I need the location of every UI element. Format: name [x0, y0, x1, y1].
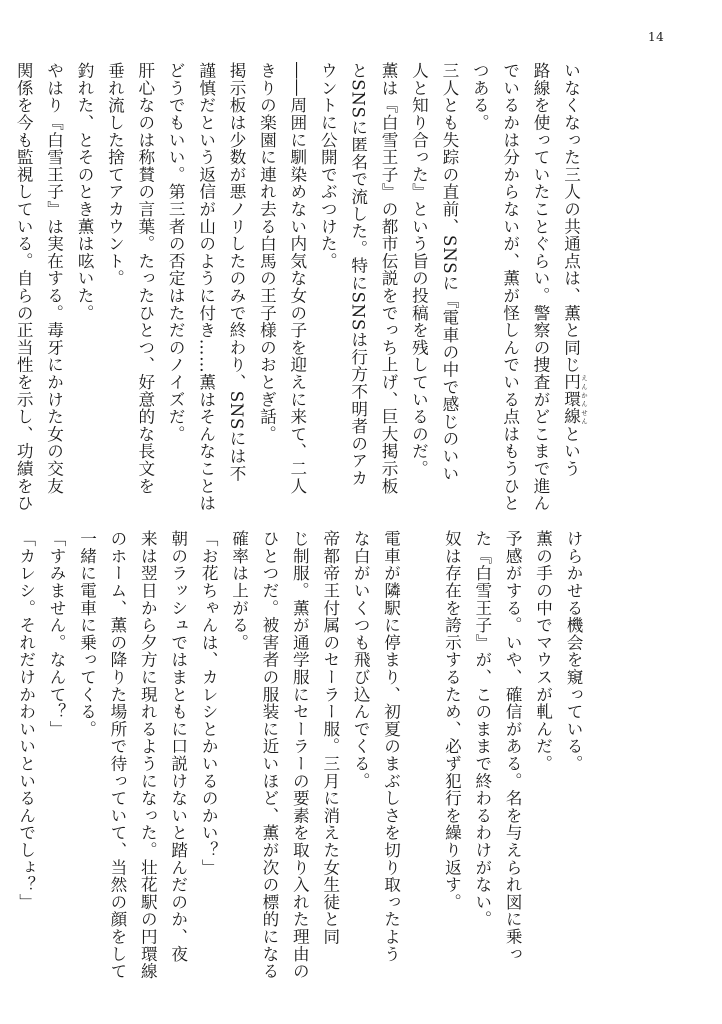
text-line: つある。	[470, 62, 490, 132]
text-line: 一緒に電車に乗ってくる。	[77, 530, 97, 738]
blank-line	[406, 530, 436, 940]
text-line: 路線を使っていたことぐらい。警察の捜査がどこまで進ん	[531, 62, 551, 512]
ruby-annotation: 円環線 えんかんせん	[561, 373, 588, 426]
text-line: 確率は上がる。	[229, 530, 249, 652]
dialogue-line: 「お花ちゃんは、カレシとかいるのかい？」	[199, 530, 219, 876]
upper-text-block	[8, 62, 588, 512]
text-line: 関係を今も監視している。自らの正当性を示し、功績をひ	[14, 62, 34, 512]
text-line: 奴は存在を誇示するため、必ず犯行を繰り返す。	[442, 530, 462, 911]
text-line: やはり『白雪王子』は実在する。毒牙にかけた女の交友	[44, 62, 64, 495]
text-line: 謹慎だという返信が山のように付き……薫はそんなことは	[196, 62, 216, 512]
text-line: 朝のラッシュではまともに口説けないと踏んだのか、夜	[168, 530, 188, 963]
dialogue-line: 「カレシ。それだけかわいいといるんでしょ？」	[16, 530, 36, 911]
text-line: 帝都帝王付属のセーラー服。三月に消えた女生徒と同	[320, 530, 340, 946]
text-line: 人と知り合った』という旨の投稿を残しているのだ。	[409, 62, 429, 478]
text-line: 来は翌日から夕方に現れるようになった。壮花駅の円環線	[138, 530, 158, 980]
text-line: きりの楽園に連れ去る白馬の王子様のおとぎ話。	[257, 62, 277, 443]
text-line: 薫の手の中でマウスが軋んだ。	[533, 530, 553, 773]
text-line: とSNSに匿名で流した。特にSNSは行方不明者のアカ	[348, 62, 368, 487]
text-line: 掲示板は少数が悪ノリしたのみで終わり、SNSには不	[227, 62, 247, 482]
text-line: 予感がする。いや、確信がある。名を与えられ図に乗っ	[503, 530, 523, 963]
text-line: な白がいくつも飛び込んでくる。	[351, 530, 371, 790]
text-line: ――周囲に馴染めない内気な女の子を迎えに来て、二人	[287, 62, 307, 495]
text-line: のホーム、薫の降りた場所で待っていて、当然の顔をして	[107, 530, 127, 980]
page-number: 14	[648, 30, 665, 44]
text-line: ウントに公開でぶつけた。	[318, 62, 338, 270]
text-line: ひとつだ。被害者の服装に近いほど、薫が次の標的になる	[259, 530, 279, 980]
text-line: でいるかは分からないが、薫が怪しんでいる点はもうひと	[500, 62, 520, 512]
text-line: どうでもいい。第三者の否定はただのノイズだ。	[166, 62, 186, 443]
text-line: 薫は『白雪王子』の都市伝説をでっち上げ、巨大掲示板	[379, 62, 399, 495]
lower-text-block	[10, 530, 588, 980]
text-line: 肝心なのは称賛の言葉。たったひとつ、好意的な長文を	[135, 62, 155, 495]
text-line: た『白雪王子』が、このままで終わるわけがない。	[472, 530, 492, 928]
text-line: 三人とも失踪の直前、SNSに『電車の中で感じのいい	[439, 62, 459, 482]
text-line: 電車が隣駅に停まり、初夏のまぶしさを切り取ったよう	[381, 530, 401, 963]
dialogue-line: 「すみません。なんて？」	[47, 530, 67, 738]
text-line: けらかせる機会を窺っている。	[564, 530, 583, 773]
text-line: いなくなった三人の共通点は、薫と同じ円環線 えんかんせんという	[561, 62, 588, 478]
text-line: 釣れた、とそのとき薫は呟いた。	[75, 62, 94, 322]
text-line: 垂れ流した捨てアカウント。	[105, 62, 125, 287]
text-line: じ制服。薫が通学服にセーラーの要素を取り入れた理由の	[290, 530, 310, 980]
